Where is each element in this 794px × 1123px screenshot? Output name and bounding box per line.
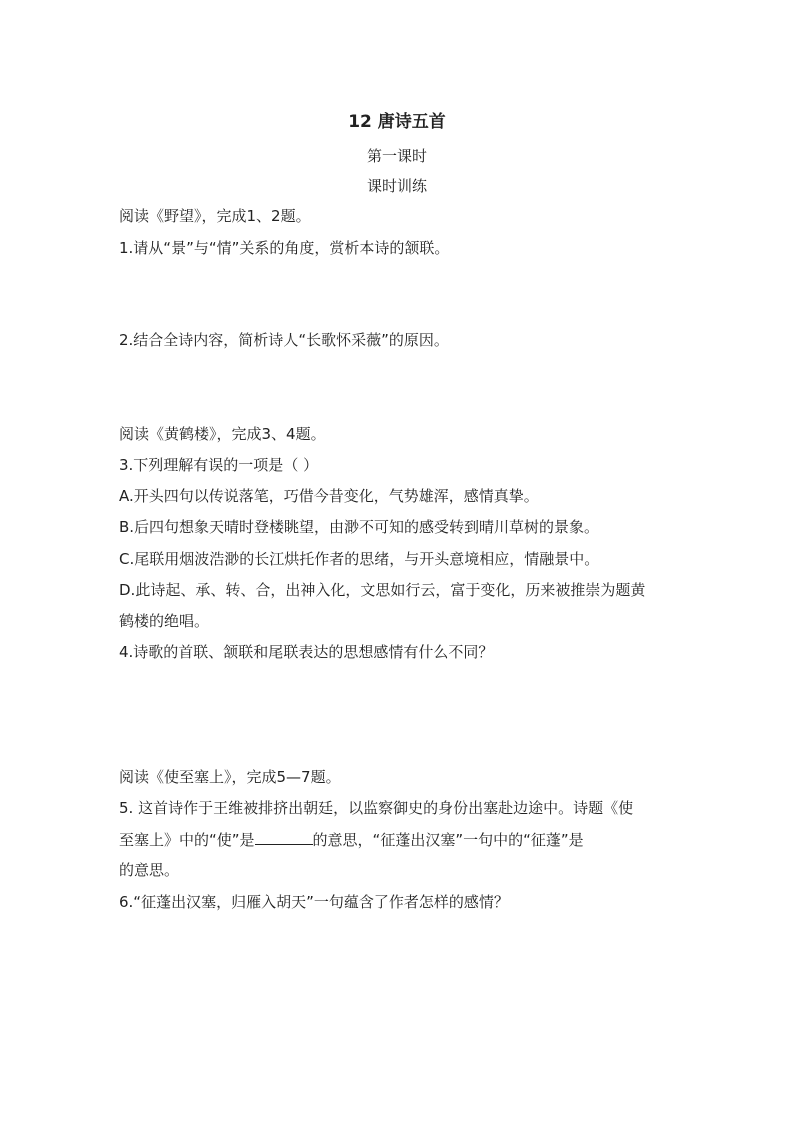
page-title: 12 唐诗五首: [348, 112, 446, 132]
question-4: 4.诗歌的首联、颔联和尾联表达的思想感情有什么不同？: [119, 643, 494, 661]
question-6: 6.“征蓬出汉塞，归雁入胡天”一句蕴含了作者怎样的感情？: [119, 893, 509, 911]
option-a: A.开头四句以传说落笔，巧借今昔变化，气势雄浑，感情真挚。: [119, 487, 539, 505]
option-c: C.尾联用烟波浩渺的长江烘托作者的思绪，与开头意境相应，情融景中。: [119, 550, 600, 568]
part3-intro: 阅读《使至塞上》，完成5—7题。: [119, 768, 341, 786]
question-1: 1.请从“景”与“情”关系的角度，赏析本诗的颔联。: [119, 239, 450, 257]
question-5-line1: 5. 这首诗作于王维被排挤出朝廷，以监察御史的身份出塞赴边途中。诗题《使: [119, 799, 634, 817]
part1-intro: 阅读《野望》，完成1、2题。: [119, 207, 311, 225]
question-5-line2: [119, 829, 679, 850]
option-b: B.后四句想象天晴时登楼眺望，由渺不可知的感受转到晴川草树的景象。: [119, 518, 600, 536]
option-d-line2: 鹤楼的绝唱。: [119, 612, 210, 630]
question-5-line3: 的意思。: [119, 861, 180, 879]
part2-intro: 阅读《黄鹤楼》，完成3、4题。: [119, 425, 326, 443]
q5-text-post: 的意思，“征蓬出汉塞”一句中的“征蓬”是: [312, 831, 584, 849]
option-d-line1: D.此诗起、承、转、合，出神入化，文思如行云，富于变化，历来被推崇为题黄: [119, 581, 646, 599]
question-3: 3.下列理解有误的一项是（ ）: [119, 456, 319, 474]
q5-text-pre: 至塞上》中的“使”是: [119, 831, 255, 849]
question-2: 2.结合全诗内容，简析诗人“长歌怀采薇”的原因。: [119, 331, 449, 349]
answer-blank[interactable]: [255, 829, 313, 845]
section-label: 课时训练: [366, 177, 427, 195]
lesson-label: 第一课时: [366, 147, 427, 165]
